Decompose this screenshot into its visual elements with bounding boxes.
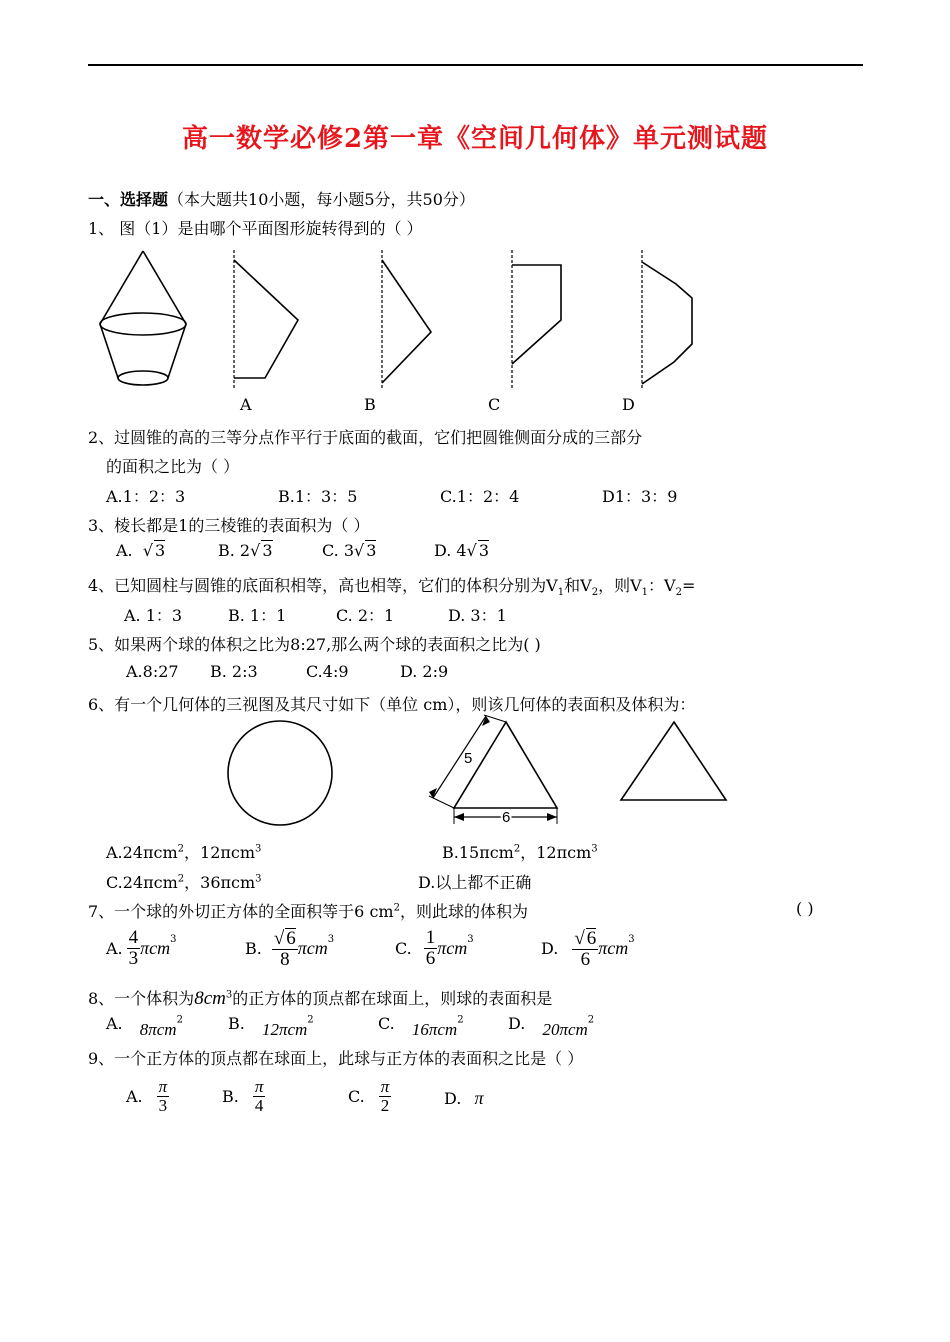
q7-option-b: [245, 928, 334, 970]
q7-text-sup: 2: [393, 902, 400, 914]
q6-front-view-triangle: [429, 715, 557, 824]
q6-option-b: [442, 840, 598, 863]
q3-option-c-label: C. 3: [322, 541, 355, 560]
q7-option-d-den: 6: [580, 948, 591, 970]
q6-option-a-part1: A.24πcm: [106, 843, 178, 862]
q9-option-a-num: π: [158, 1077, 168, 1096]
q2-option-c: C.1：2：4: [440, 487, 520, 506]
q3-option-a-radicand: 3: [155, 541, 166, 560]
q1-option-d-figure: [642, 250, 692, 388]
q9-text: 9、一个正方体的顶点都在球面上，此球与正方体的表面积之比是（ ）: [88, 1049, 584, 1068]
q7-option-d-fraction: [572, 928, 598, 970]
q7-answer-paren: ( ): [796, 899, 814, 918]
q6-option-c-part1: C.24πcm: [106, 873, 178, 892]
q4-text-c: ，则V: [598, 576, 642, 595]
section-label: 一、选择题: [88, 190, 169, 209]
section-heading: [88, 187, 475, 210]
q9-option-c: [348, 1078, 391, 1115]
section-note: （本大题共10小题，每小题5分，共50分）: [168, 190, 475, 209]
q6-option-b-sup2: 3: [591, 843, 598, 855]
q9-option-d-label: D.: [444, 1089, 462, 1108]
q9-option-c-fraction: [379, 1078, 392, 1115]
q8-option-d-sup: 2: [587, 1014, 595, 1026]
q9-option-c-den: 2: [380, 1095, 390, 1115]
q6-option-a: [106, 840, 261, 863]
q6-option-c-part2: ，36πcm: [184, 873, 256, 892]
q3-option-d-label: D. 4: [434, 541, 467, 560]
q4-option-b: B. 1：1: [228, 606, 287, 625]
q3-option-a-label: A.: [116, 541, 133, 560]
q8-text-a: 8、一个体积为: [88, 989, 195, 1008]
q6-top-view-circle: [228, 721, 332, 825]
q9-option-b-den: 4: [254, 1095, 264, 1115]
q8-text-b: 的正方体的顶点都在球面上，则球的表面积是: [232, 989, 553, 1008]
q7-text-b: ，则此球的体积为: [399, 902, 528, 921]
q7-option-c-fraction: [424, 928, 438, 969]
q2-option-d: D1：3：9: [602, 487, 678, 506]
q3-option-d-radicand: 3: [478, 541, 489, 560]
q7-option-b-fraction: [272, 928, 298, 970]
q7-option-d-label: D.: [541, 939, 559, 959]
q7-option-a-den: 3: [128, 947, 139, 969]
q9-option-a: [126, 1078, 169, 1115]
q7-option-a-unit: πcm: [140, 937, 171, 958]
q4-text-b: 和V: [564, 576, 592, 595]
q9-option-d-value: π: [474, 1088, 484, 1108]
q7-option-d-radicand: 6: [586, 928, 597, 949]
q2-option-b: B.1：3：5: [278, 487, 358, 506]
q8-option-a-value: 8πcm: [139, 1020, 177, 1039]
q8-text: [88, 986, 552, 1010]
q9-option-d: [444, 1088, 483, 1109]
q8-volume-sup: 3: [225, 989, 233, 1001]
q3-option-d: D. 4√ 3: [434, 541, 489, 560]
q9-option-b-fraction: [253, 1078, 266, 1115]
q1-label-b: B: [364, 395, 376, 414]
q6-side-view-triangle: [621, 722, 726, 800]
q3-option-c-radicand: 3: [366, 541, 377, 560]
q9-option-c-num: π: [380, 1077, 390, 1096]
q3-option-c: C. 3√ 3: [322, 541, 377, 560]
q1-label-c: C: [488, 395, 501, 414]
q7-option-b-unit: πcm: [297, 938, 328, 959]
q7-option-b-sup: 3: [327, 934, 335, 945]
q7-option-c-num: 1: [425, 927, 436, 948]
q4-option-a: A. 1：3: [124, 606, 183, 625]
q1-option-c-figure: [512, 250, 561, 388]
q6-dim-slant: 5: [464, 750, 473, 767]
q7-option-c-label: C.: [395, 938, 412, 958]
q6-option-c: [106, 870, 262, 893]
page-title: 高一数学必修2第一章《空间几何体》单元测试题: [181, 124, 769, 154]
header-rule: [88, 64, 863, 66]
q5-text: 5、如果两个球的体积之比为8:27,那么两个球的表面积之比为( ): [88, 635, 541, 654]
q2-option-a: A.1：2：3: [106, 487, 186, 506]
q2-line2: 的面积之比为（ ）: [106, 457, 240, 476]
q9-option-a-label: A.: [126, 1086, 143, 1106]
q1-option-b-figure: [382, 250, 431, 388]
q8-option-b: [228, 1014, 314, 1039]
q7-option-d-num: √ 6: [574, 928, 597, 949]
q8-option-d-label: D.: [508, 1014, 526, 1033]
q7-option-d-unit: πcm: [598, 938, 629, 959]
q6-option-b-sup1: 2: [513, 843, 521, 855]
q4-text-d: ：V: [648, 576, 676, 595]
q4-text-e: =: [681, 576, 696, 595]
q6-option-b-part1: B.15πcm: [442, 843, 514, 862]
q3-text: 3、棱长都是1的三棱锥的表面积为（ ）: [88, 516, 370, 535]
q9-option-c-label: C.: [348, 1086, 365, 1106]
q8-option-a-sup: 2: [176, 1014, 183, 1026]
q8-option-c-label: C.: [378, 1014, 395, 1033]
q3-option-a: A. √ 3: [116, 541, 166, 560]
q8-volume: 8cm: [194, 988, 226, 1009]
q8-option-d: [508, 1014, 595, 1039]
q7-option-b-den: 8: [280, 948, 290, 970]
q7-option-c-sup: 3: [467, 934, 474, 945]
q7-option-b-radicand: 6: [286, 928, 296, 949]
q8-option-b-value: 12πcm: [261, 1020, 308, 1039]
q5-option-c: C.4:9: [306, 662, 349, 681]
q7-option-a: [106, 928, 177, 969]
q8-option-b-label: B.: [228, 1014, 245, 1033]
q6-option-a-sup1: 2: [177, 843, 185, 855]
q7-option-c-den: 6: [425, 947, 436, 969]
q8-option-c-value: 16πcm: [411, 1020, 458, 1039]
q3-option-b-radicand: 3: [262, 541, 273, 560]
q6-option-a-sup2: 3: [255, 843, 262, 855]
q9-option-a-fraction: [157, 1078, 170, 1115]
q4-sub-2b: 2: [675, 587, 682, 599]
q6-option-c-sup1: 2: [177, 873, 185, 885]
q9-option-b: [222, 1078, 265, 1115]
q6-option-b-part2: ，12πcm: [520, 843, 592, 862]
q7-option-c: [395, 928, 474, 969]
q1-text: 1、 图（1）是由哪个平面图形旋转得到的（ ）: [88, 219, 423, 238]
q6-option-a-part2: ，12πcm: [184, 843, 256, 862]
q4-text-a: 4、已知圆柱与圆锥的底面积相等，高也相等，它们的体积分别为V: [88, 576, 558, 595]
q5-option-d: D. 2:9: [400, 662, 449, 681]
q8-option-a: [106, 1014, 183, 1039]
q5-option-b: B. 2:3: [210, 662, 258, 681]
q7-option-a-label: A.: [106, 938, 123, 958]
q7-option-d-sup: 3: [628, 934, 635, 945]
q7-option-b-label: B.: [245, 939, 262, 959]
q7-text-a: 7、一个球的外切正方体的全面积等于6 cm: [88, 902, 394, 921]
q7-option-a-fraction: [127, 928, 141, 969]
q8-option-c: [378, 1014, 464, 1039]
q3-option-b-label: B. 2: [218, 541, 251, 560]
q1-label-d: D: [622, 395, 635, 414]
q7-option-c-unit: πcm: [437, 937, 468, 958]
q7-option-d: [541, 928, 635, 970]
q8-option-c-sup: 2: [457, 1014, 464, 1026]
q8-option-a-label: A.: [106, 1014, 123, 1033]
q2-line1: 2、过圆锥的高的三等分点作平行于底面的截面，它们把圆锥侧面分成的三部分: [88, 428, 643, 447]
q7-option-a-sup: 3: [170, 934, 177, 945]
q4-sub-2a: 2: [591, 587, 599, 599]
q4-option-d: D. 3：1: [448, 606, 507, 625]
q7-option-a-num: 4: [128, 927, 139, 948]
q1-solid-figure: [100, 251, 186, 385]
q8-option-b-sup: 2: [307, 1014, 314, 1026]
q4-text: [88, 573, 695, 598]
q9-option-a-den: 3: [158, 1095, 168, 1115]
q8-option-d-value: 20πcm: [542, 1020, 588, 1039]
q7-option-b-num: √ 6: [273, 928, 296, 949]
q1-option-a-figure: [234, 250, 298, 388]
q6-dim-base: 6: [502, 809, 511, 826]
q4-sub-1b: 1: [641, 587, 648, 599]
q6-option-c-sup2: 3: [255, 873, 262, 885]
q9-option-b-num: π: [254, 1077, 264, 1096]
q9-option-b-label: B.: [222, 1086, 239, 1106]
q1-label-a: A: [240, 395, 252, 414]
q4-option-c: C. 2：1: [336, 606, 395, 625]
q6-text: 6、有一个几何体的三视图及其尺寸如下（单位 cm），则该几何体的表面积及体积为：: [88, 695, 696, 714]
q6-three-views: [220, 712, 740, 832]
q1-figures: [90, 248, 710, 398]
q3-option-b: B. 2√ 3: [218, 541, 273, 560]
q5-option-a: A.8:27: [126, 662, 179, 681]
q7-text: [88, 899, 528, 922]
q6-option-d: D.以上都不正确: [418, 873, 532, 892]
q4-sub-1a: 1: [557, 587, 565, 599]
